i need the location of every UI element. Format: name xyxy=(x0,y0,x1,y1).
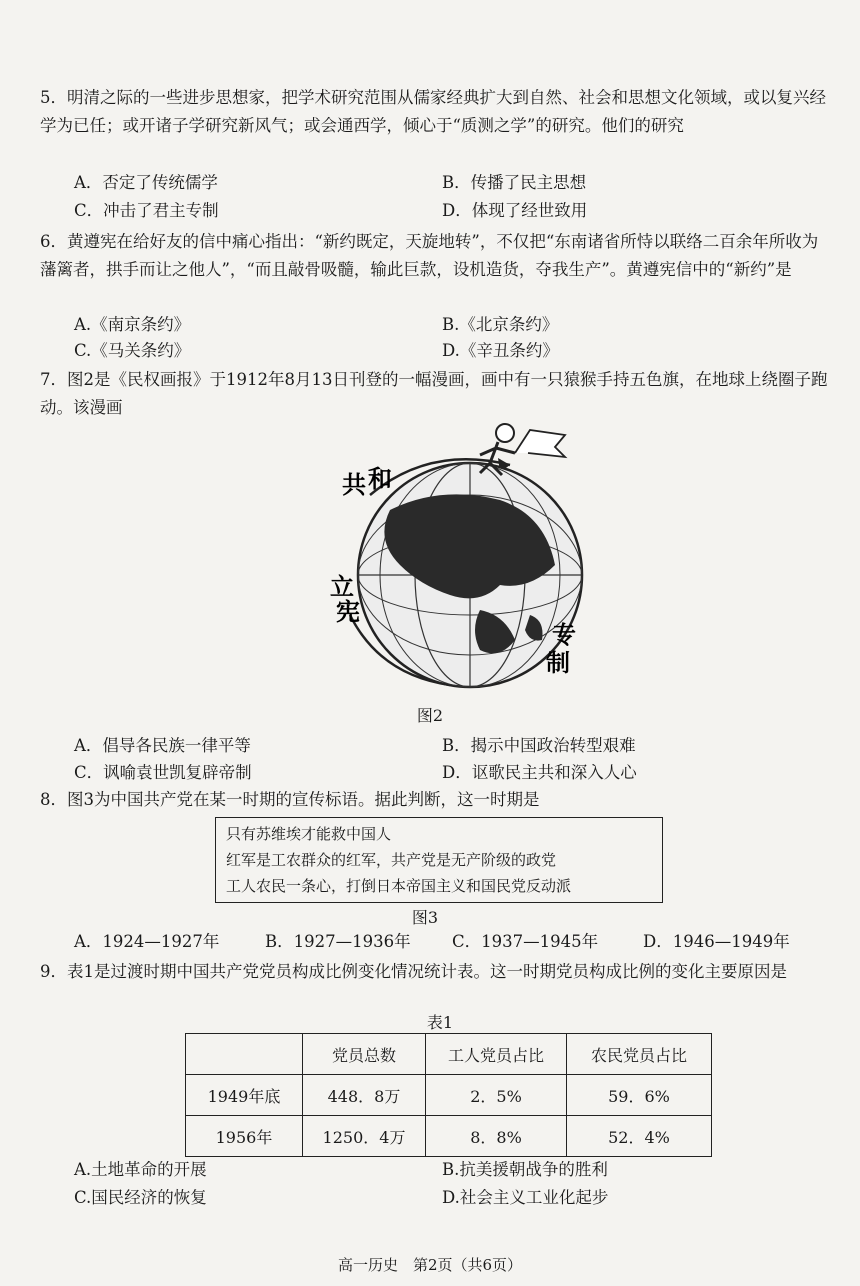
q7-option-c: C．讽喻袁世凯复辟帝制 xyxy=(74,763,252,782)
table-header-row xyxy=(186,1034,712,1075)
q8-option-a: A．1924—1927年 xyxy=(74,932,220,951)
slogan-line: 红军是工农群众的红军，共产党是无产阶级的政党 xyxy=(226,851,557,869)
table-header-cell: 党员总数 xyxy=(303,1034,426,1075)
q8-stem: 8．图3为中国共产党在某一时期的宣传标语。据此判断，这一时期是 xyxy=(40,790,540,809)
q9-option-a: A.土地革命的开展 xyxy=(74,1160,207,1179)
q7-option-a: A．倡导各民族一律平等 xyxy=(74,736,251,755)
q5-option-c: C．冲击了君主专制 xyxy=(74,201,219,220)
cartoon-label-li: 立 xyxy=(330,573,354,601)
slogan-line: 工人农民一条心，打倒日本帝国主义和国民党反动派 xyxy=(226,877,572,895)
q6-option-c: C.《马关条约》 xyxy=(74,341,191,360)
q6-option-b: B.《北京条约》 xyxy=(442,315,559,334)
q8-option-c: C．1937—1945年 xyxy=(452,932,599,951)
cartoon-label-zhuan: 专 xyxy=(552,621,576,649)
q7-stem: 7．图2是《民权画报》于1912年8月13日刊登的一幅漫画，画中有一只猿猴手持五色旗，在地球上绕圈子跑动。该漫画 xyxy=(40,370,828,417)
table-cell: 8．8% xyxy=(426,1116,567,1157)
table-row xyxy=(186,1116,712,1157)
table-cell: 448．8万 xyxy=(303,1075,426,1116)
q9-option-d: D.社会主义工业化起步 xyxy=(442,1188,609,1207)
q9-option-c: C.国民经济的恢复 xyxy=(74,1188,207,1207)
q9-stem: 9．表1是过渡时期中国共产党党员构成比例变化情况统计表。这一时期党员构成比例的变化主要原因是 xyxy=(40,962,787,981)
table-row xyxy=(186,1075,712,1116)
table1-caption: 表1 xyxy=(426,1013,454,1032)
page-footer: 高一历史 第2页（共6页） xyxy=(337,1256,523,1274)
q8-option-b: B．1927—1936年 xyxy=(265,932,411,951)
table-header-cell xyxy=(186,1034,303,1075)
q5-option-d: D．体现了经世致用 xyxy=(442,201,588,220)
q7-option-b: B．揭示中国政治转型艰难 xyxy=(442,736,636,755)
cartoon-label-he: 和 xyxy=(368,465,392,493)
q5-option-b: B．传播了民主思想 xyxy=(442,173,587,192)
table-cell: 52．4% xyxy=(567,1116,712,1157)
q6-option-d: D.《辛丑条约》 xyxy=(442,341,559,360)
table-cell: 2．5% xyxy=(426,1075,567,1116)
q6-stem: 6．黄遵宪在给好友的信中痛心指出：“新约既定，天旋地转”，不仅把“东南诸省所恃以联络二百余年所收为藩篱者，拱手而让之他人”，“而且敲骨吸髓，输此巨款，设机造货，夺我生产”。黄遵宪信中的“新约”是 xyxy=(40,232,819,279)
party-member-table xyxy=(185,1033,712,1157)
table-header-cell: 工人党员占比 xyxy=(426,1034,567,1075)
q9-option-b: B.抗美援朝战争的胜利 xyxy=(442,1160,608,1179)
q7-option-d: D．讴歌民主共和深入人心 xyxy=(442,763,637,782)
q6-option-a: A.《南京条约》 xyxy=(74,315,191,334)
globe-cartoon xyxy=(330,415,590,700)
q5-option-a: A．否定了传统儒学 xyxy=(74,173,218,192)
figure3-caption: 图3 xyxy=(411,908,439,927)
q5-stem: 5．明清之际的一些进步思想家，把学术研究范围从儒家经典扩大到自然、社会和思想文化领域，或以复兴经学为已任；或开诸子学研究新风气；或会通西学，倾心于“质测之学”的研究。他们的研究 xyxy=(40,88,826,135)
q8-option-d: D．1946—1949年 xyxy=(643,932,790,951)
cartoon-label-xian: 宪 xyxy=(336,598,360,626)
cartoon-figure xyxy=(330,415,590,700)
cartoon-label-zhi: 制 xyxy=(546,649,570,677)
table-cell: 59．6% xyxy=(567,1075,712,1116)
slogan-line: 只有苏维埃才能救中国人 xyxy=(226,825,392,843)
figure2-caption: 图2 xyxy=(416,706,444,725)
monkey-with-flag-icon xyxy=(480,424,565,475)
table-cell: 1949年底 xyxy=(186,1075,303,1116)
slogan-box xyxy=(215,817,663,903)
cartoon-label-gong: 共 xyxy=(342,471,366,499)
table-cell: 1250．4万 xyxy=(303,1116,426,1157)
table-cell: 1956年 xyxy=(186,1116,303,1157)
table-header-cell: 农民党员占比 xyxy=(567,1034,712,1075)
